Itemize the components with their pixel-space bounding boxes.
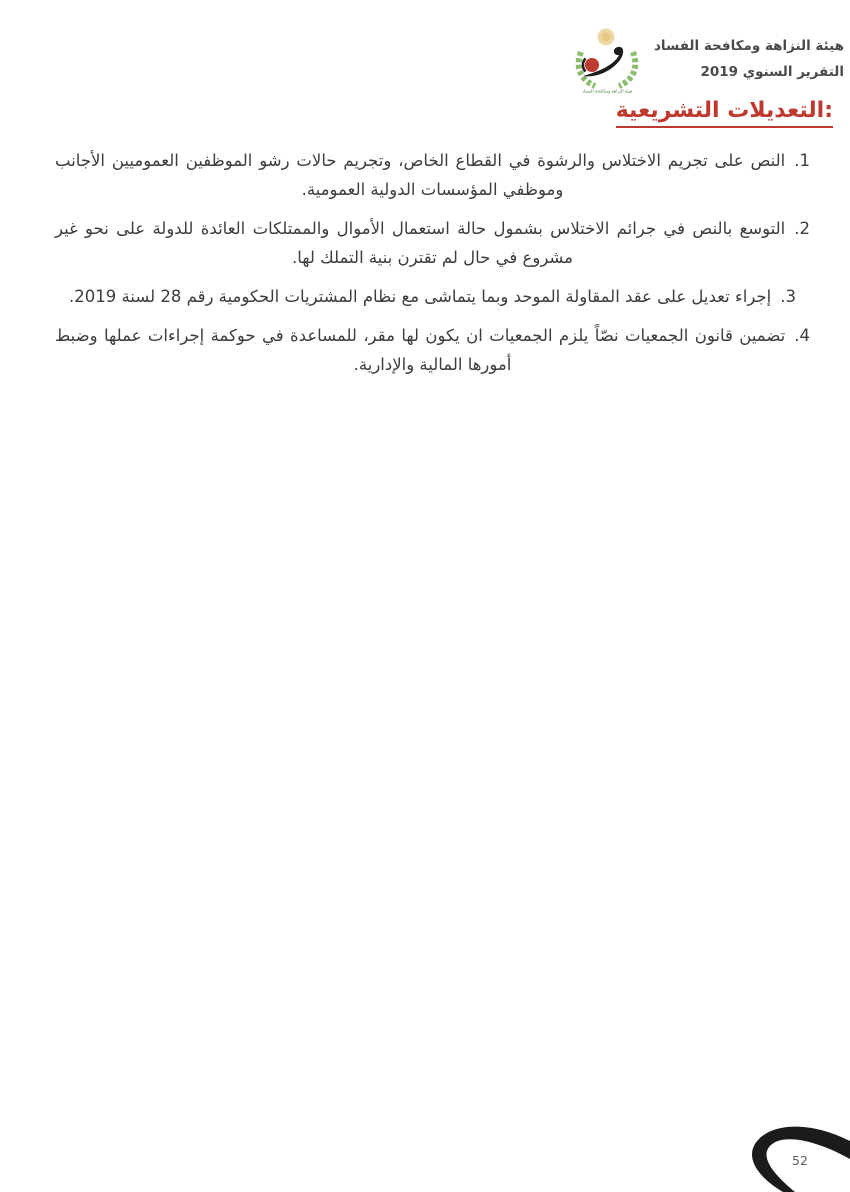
org-name: هيئة النزاهة ومكافحة الفساد — [653, 38, 844, 55]
list-item-number: 3. — [780, 287, 796, 307]
list-item-text: إجراء تعديل على عقد المقاولة الموحد وبما يتماشى مع نظام المشتريات الحكومية رقم 28 لسنة 2019. — [69, 287, 772, 307]
section-heading — [616, 99, 833, 128]
report-header — [0, 26, 844, 94]
page-number: 52 — [792, 1153, 808, 1168]
heading-colon: : — [824, 98, 833, 123]
heading-title: التعديلات التشريعية — [615, 98, 825, 123]
list-item — [55, 214, 810, 272]
corner-swoosh-graphic — [690, 1115, 850, 1192]
list-item — [55, 146, 810, 204]
list-item — [55, 282, 810, 311]
list-item-text: النص على تجريم الاختلاس والرشوة في القطاع الخاص، وتجريم حالات رشو الموظفين العموميين الأجانب وموظفي المؤسسات الدولية العمومية. — [55, 151, 786, 200]
org-logo-icon — [573, 26, 641, 94]
list-item — [55, 321, 810, 379]
report-title: التقرير السنوي 2019 — [700, 64, 844, 80]
list-item-number: 2. — [794, 219, 810, 239]
header-text-block — [654, 34, 844, 85]
list-item-text: تضمين قانون الجمعيات نصّاً يلزم الجمعيات ان يكون لها مقر، للمساعدة في حوكمة إجراءات عملها وضبط أمورها المالية والإدارية. — [55, 326, 786, 375]
amendments-list — [55, 146, 810, 379]
svg-text:هيئة النزاهة ومكافحة الفساد: هيئة النزاهة ومكافحة الفساد — [581, 89, 633, 94]
list-item-number: 1. — [794, 151, 810, 171]
list-item-text: التوسع بالنص في جرائم الاختلاس بشمول حالة استعمال الأموال والممتلكات العائدة للدولة على نحو غير مشروع في حال لم تقترن بنية التملك لها. — [55, 219, 786, 268]
list-item-number: 4. — [794, 326, 810, 346]
